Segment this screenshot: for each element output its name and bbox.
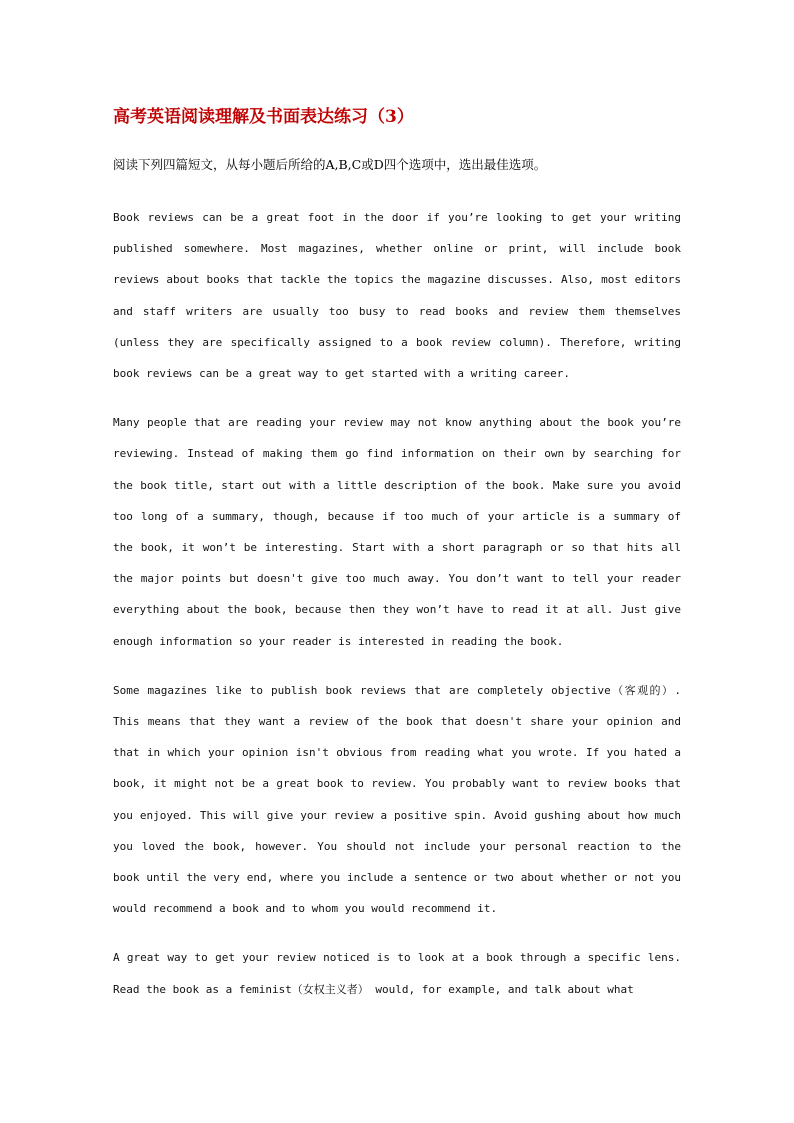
paragraph-1: Book reviews can be a great foot in the door if you’re looking to get your writing published somewhere. Most magazines, whether online or print, will include book reviews about books that tackle the topics the magazine discusses. Also, most editors and staff writers are usually too busy to read books and review them themselves (unless they are specifically assigned to a book review column). Therefore, writing book reviews can be a great way to get started with a writing career.	[113, 211, 681, 381]
paragraph-2: Many people that are reading your review may not know anything about the book you’re reviewing. Instead of making them go find information on their own by searching for the book title, start out with a little description of the book. Make sure you avoid too long of a summary, though, because if too much of your article is a summary of the book, it won’t be interesting. Start with a short paragraph or so that hits all the major points but doesn't give too much away. You don’t want to tell your reader everything about the book, because then they won’t have to read it at all. Just give enough information so your reader is interested in reading the book.	[113, 416, 681, 648]
instruction-text: 阅读下列四篇短文，从每小题后所给的A,B,C或D四个选项中，选出最佳选项。	[113, 157, 547, 172]
paragraph-4: A great way to get your review noticed is to look at a book through a specific lens. Read the book as a feminist（女权主义者） would, for example, and talk about what	[113, 951, 681, 996]
paragraph-3: Some magazines like to publish book reviews that are completely objective（客观的）. This means that they want a review of the book that doesn't share your opinion and that in which your opinion isn't obvious from reading what you wrote. If you hated a book, it might not be a great book to review. You probably want to review books that you enjoyed. This will give your review a positive spin. Avoid gushing about how much you loved the book, however. You should not include your personal reaction to the book until the very end, where you include a sentence or two about whether or not you would recommend a book and to whom you would recommend it.	[113, 683, 681, 916]
document-title: 高考英语阅读理解及书面表达练习（3）	[113, 107, 414, 127]
document-body	[113, 104, 681, 1005]
